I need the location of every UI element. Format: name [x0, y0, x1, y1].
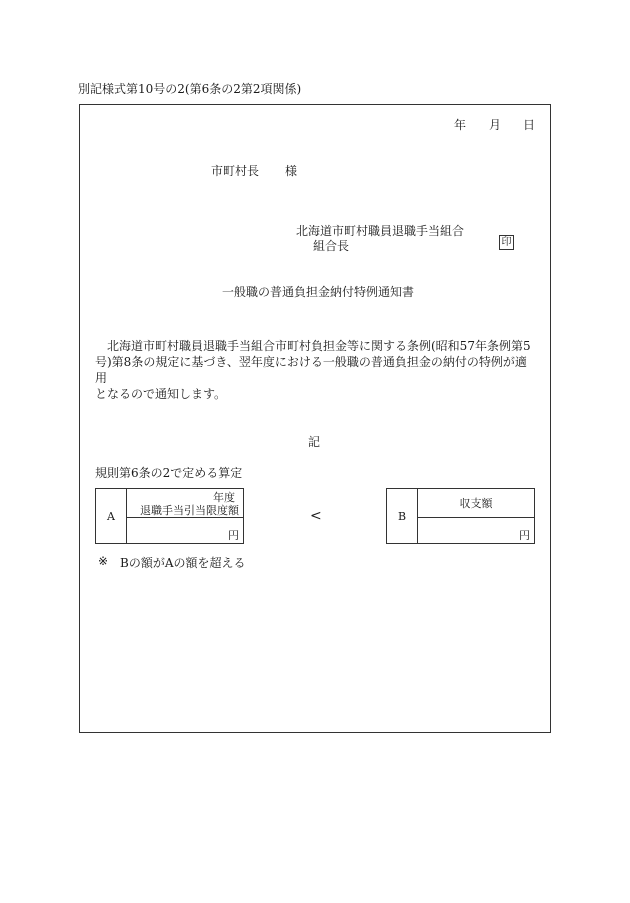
sender-org: 北海道市町村職員退職手当組合 — [296, 224, 465, 238]
box-b-unit: 円 — [418, 518, 535, 544]
document-title: 一般職の普通負担金納付特例通知書 — [222, 285, 415, 299]
calc-label: 規則第6条の2で定める算定 — [95, 466, 243, 480]
body-text — [95, 338, 535, 402]
box-b-label: 収支額 — [418, 489, 535, 518]
date-month: 月 — [489, 118, 502, 132]
comparator: < — [310, 508, 322, 524]
box-a-label: 退職手当引当限度額 — [140, 503, 239, 517]
box-b-table — [386, 488, 535, 544]
box-a-header — [127, 489, 244, 518]
box-b-letter: B — [387, 489, 418, 544]
document-frame — [79, 104, 551, 733]
seal-mark: 印 — [499, 235, 514, 250]
box-a-unit: 円 — [127, 518, 244, 544]
note-mark: ※ — [98, 554, 109, 568]
box-a-letter: A — [96, 489, 127, 544]
addressee-honorific: 様 — [285, 164, 298, 178]
date-day: 日 — [523, 118, 536, 132]
body-line: 北海道市町村職員退職手当組合市町村負担金等に関する条例(昭和57年条例第5 — [95, 339, 531, 353]
note-text: Bの額がAの額を超える — [120, 556, 246, 570]
addressee-org: 市町村長 — [211, 164, 260, 178]
box-a-table — [95, 488, 244, 544]
date-year: 年 — [454, 118, 467, 132]
body-line: 号)第8条の規定に基づき、翌年度における一般職の普通負担金の納付の特例が適用 — [95, 355, 527, 385]
body-line: となるので通知します。 — [95, 387, 227, 401]
notes-heading: 記 — [308, 435, 321, 449]
sender-title: 組合長 — [313, 239, 350, 253]
addressee — [211, 162, 297, 179]
form-label: 別記様式第10号の2(第6条の2第2項関係) — [78, 82, 302, 96]
box-a-year: 年度 — [213, 490, 235, 504]
